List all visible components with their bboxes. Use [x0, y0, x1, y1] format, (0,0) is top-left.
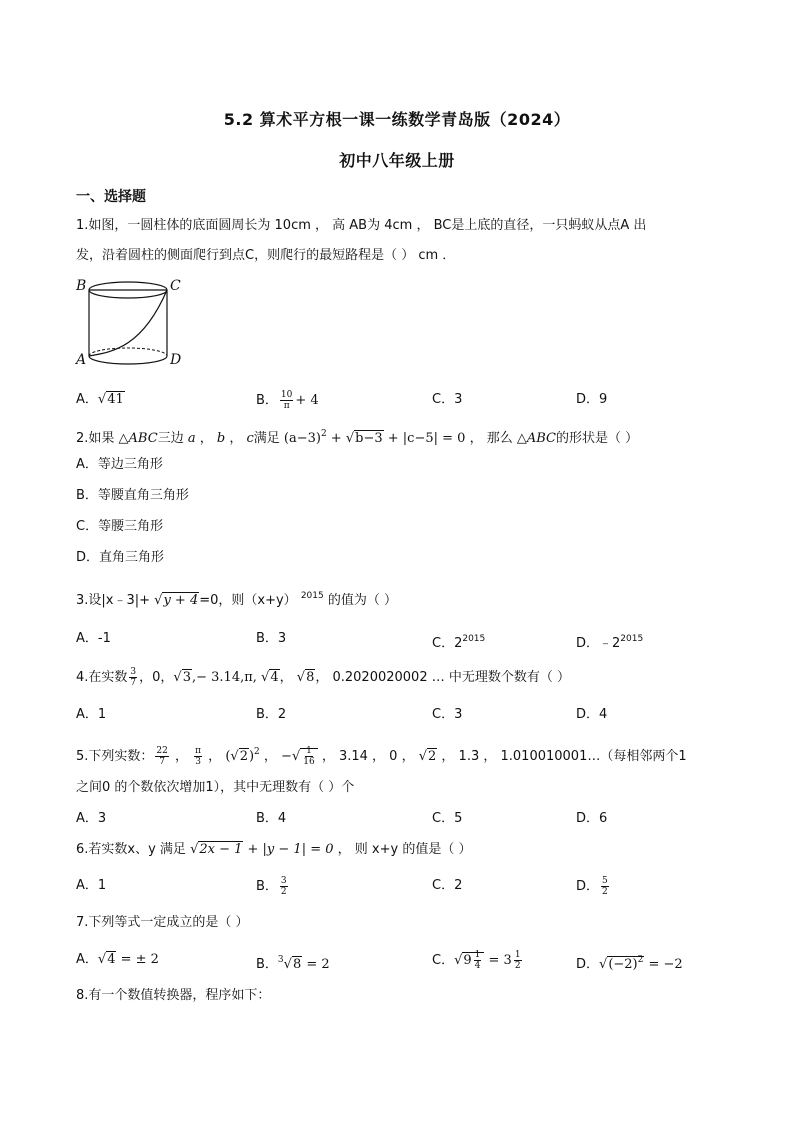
q4-option-b[interactable]: B．2 [256, 707, 287, 722]
q4-options [76, 705, 721, 725]
q3-options [76, 629, 721, 649]
cylinder-figure [72, 278, 192, 374]
label-c: C [170, 278, 181, 294]
q3-option-a[interactable]: A．-1 [76, 631, 111, 646]
q2-option-b[interactable]: B．等腰直角三角形 [76, 488, 189, 503]
q5-stem-line2: 之间0 的个数依次增加1），其中无理数有（ ）个 [76, 780, 355, 795]
label-d: D [170, 352, 182, 368]
q7-option-d[interactable]: D．$√(-2)^2 = -2$ [576, 955, 683, 972]
q6-option-a[interactable]: A．1 [76, 878, 107, 893]
q3-option-d[interactable]: D．$﹣2^{2015}$ [576, 634, 644, 651]
q2-option-a[interactable]: A．等边三角形 [76, 457, 163, 472]
q4-option-a[interactable]: A．1 [76, 707, 107, 722]
q6-stem: 6.若实数x、y 满足 √2x − 1 + |y − 1| = 0 ， 则 x+y 的值是（ ） [76, 842, 472, 857]
q5-option-b[interactable]: B．4 [256, 811, 287, 826]
q3-option-b[interactable]: B．3 [256, 631, 287, 646]
q1-option-d[interactable]: D．9 [576, 392, 608, 407]
q3-option-c[interactable]: C．$2^{2015}$ [432, 634, 486, 651]
page-subtitle: 初中八年级上册 [339, 151, 455, 170]
q4-option-c[interactable]: C．3 [432, 707, 463, 722]
label-a: A [76, 352, 87, 368]
q5-options [76, 809, 721, 829]
q8-stem: 8.有一个数值转换器，程序如下： [76, 988, 271, 1003]
q5-option-d[interactable]: D．6 [576, 811, 608, 826]
q1-option-a[interactable]: A．√41 [76, 392, 124, 407]
q4-stem: 4.在实数 $\frac{3}{7}$ ，0，√3,− 3.14,π, √4， √8， 0.2020020002 … 中无理数个数有（ ） [76, 667, 570, 688]
q7-option-a[interactable]: A．√4 = ± 2 [76, 952, 159, 967]
q6-option-c[interactable]: C．2 [432, 878, 463, 893]
q7-option-c[interactable]: C．√9 $\frac{1}{4}$ = 3 $\frac{1}{2}$ [432, 950, 521, 971]
section-heading: 一、选择题 [76, 189, 146, 205]
q1-line1: 1.如图，一圆柱体的底面圆周长为 10cm ， 高 AB为 4cm ， BC是上底的直径，一只蚂蚁从点A 出 [76, 218, 647, 233]
q6-option-b[interactable]: B． $\frac{3}{2}$ [256, 876, 287, 897]
q1-options [76, 390, 721, 410]
q1-option-c[interactable]: C．3 [432, 392, 463, 407]
q1-line2: 发，沿着圆柱的侧面爬行到点C，则爬行的最短路程是（ ） cm ． [76, 248, 456, 263]
q6-options [76, 876, 721, 896]
q4-option-d[interactable]: D．4 [576, 707, 608, 722]
q7-stem: 7.下列等式一定成立的是（ ） [76, 915, 249, 930]
page-title: 5.2 算术平方根一课一练数学青岛版（2024） [223, 110, 571, 129]
q2-stem: 2.如果 △ABC三边 a ， b ， c满足 $(a-3)^2 + √b-3 + |c-5| = 0$ ， 那么 △ABC的形状是（ ） [76, 429, 639, 446]
q7-option-b[interactable]: B．$^3$√8 = 2 [256, 955, 330, 972]
q5-option-c[interactable]: C．5 [432, 811, 463, 826]
q7-options [76, 950, 721, 970]
q5-stem-line1: 5.下列实数： $\frac{22}{7}$ ， $\frac{\pi}{3}$ ， $(√2)^2$ ， −√ $\frac{1}{16}$ ， 3.14 ， 0 ， √2 ， 1.3̇ ， 1.010010001…（每相邻两个1 [76, 746, 687, 767]
q5-option-a[interactable]: A．3 [76, 811, 107, 826]
q6-option-d[interactable]: D． $\frac{5}{2}$ [576, 876, 608, 897]
q2-option-d[interactable]: D．直角三角形 [76, 550, 165, 565]
label-b: B [76, 278, 87, 294]
q3-stem: 3.设|x﹣3|+ √y + 4=0，则（x+y） $^{2015}$ 的值为（ ） [76, 591, 397, 608]
q2-option-c[interactable]: C．等腰三角形 [76, 519, 164, 534]
q1-option-b[interactable]: B． $\frac{10}{\pi}$ + 4 [256, 390, 319, 411]
